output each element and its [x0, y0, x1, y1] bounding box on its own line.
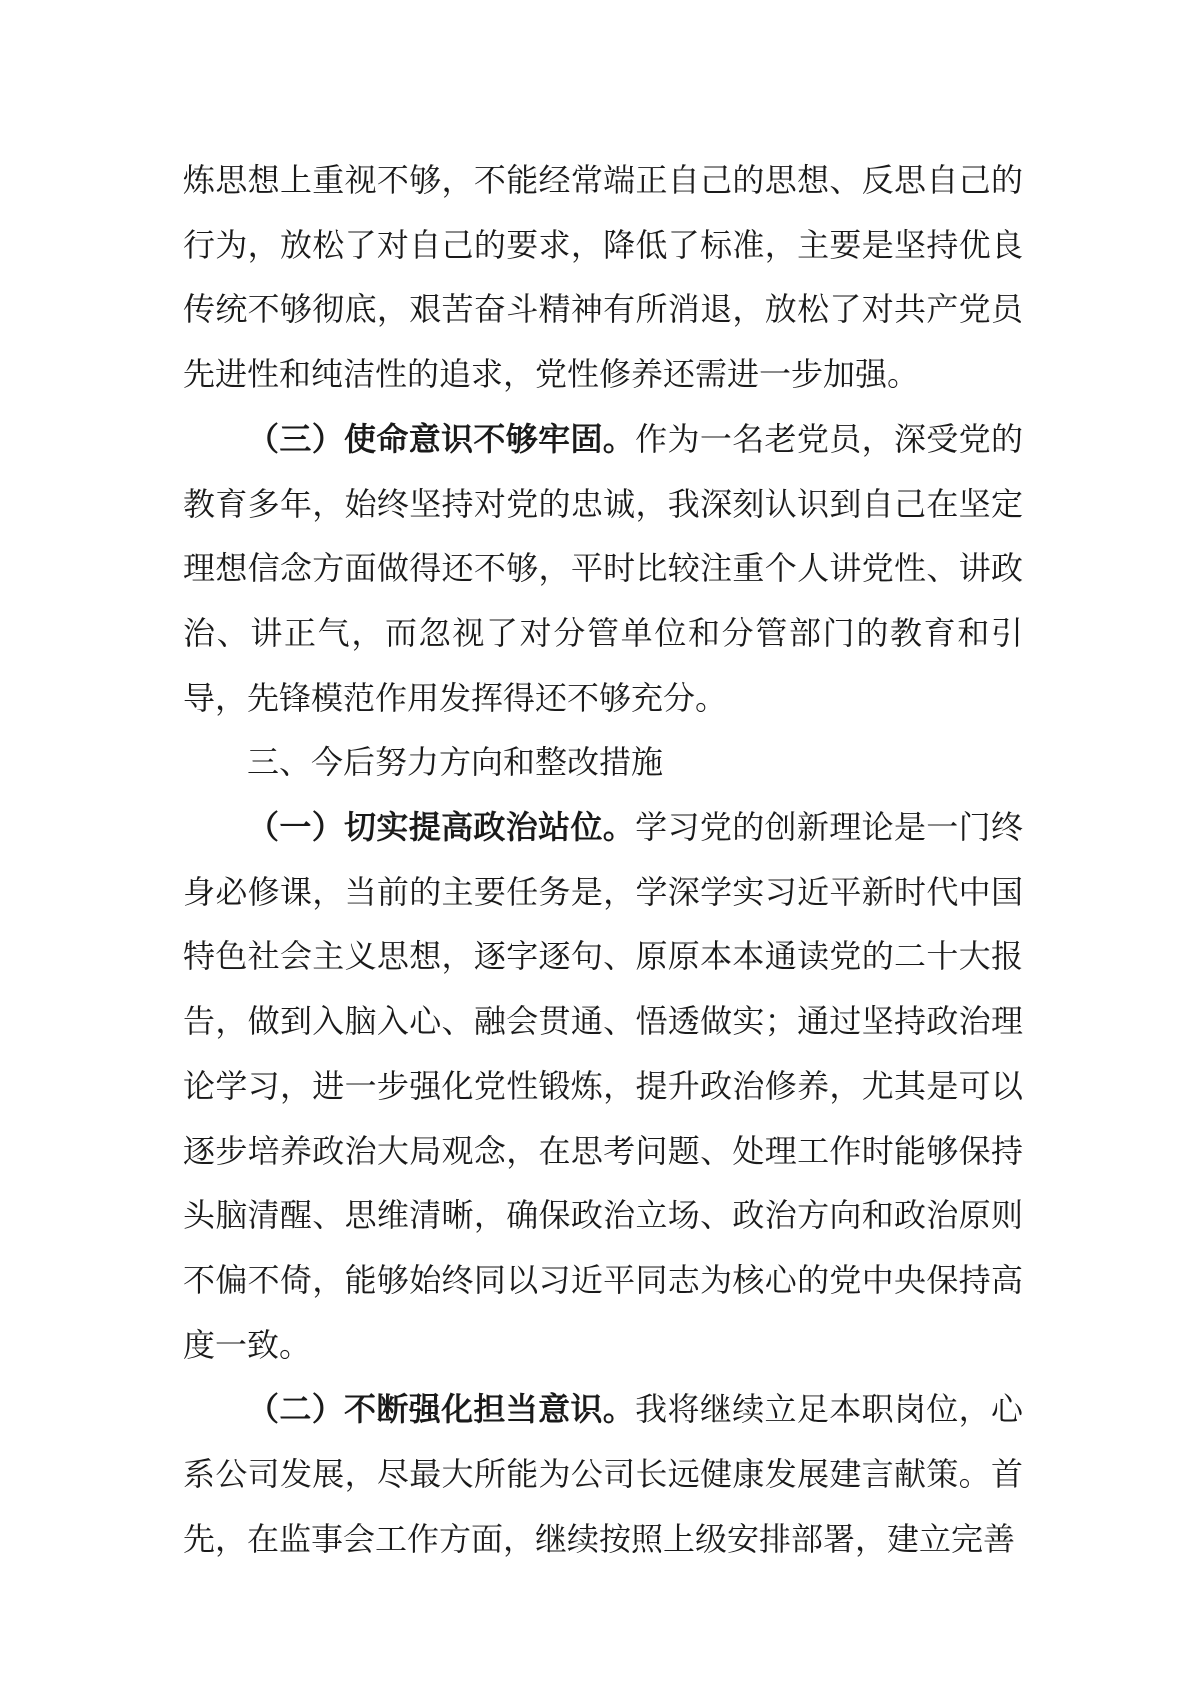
paragraph-heading: （三）使命意识不够牢固。 [247, 419, 636, 458]
paragraph-text: 我将继续立足本职岗位，心系公司发展，尽最大所能为公司长远健康发展建言献策。首先，在监事会工作方面，继续按照上级安排部署，建立完善 [183, 1390, 1023, 1558]
paragraph-heading: （二）不断强化担当意识。 [247, 1390, 636, 1429]
paragraph-political-standing [183, 795, 1023, 1377]
section-heading-text: 三、今后努力方向和整改措施 [247, 743, 664, 782]
paragraph-text: 炼思想上重视不够，不能经常端正自己的思想、反思自己的行为，放松了对自己的要求，降低了标准，主要是坚持优良传统不够彻底，艰苦奋斗精神有所消退，放松了对共产党员先进性和纯洁性的追求，党性修养还需进一步加强。 [183, 161, 1023, 394]
paragraph-responsibility [183, 1377, 1023, 1571]
paragraph-mission-awareness [183, 407, 1023, 731]
paragraph-text: 作为一名老党员，深受党的教育多年，始终坚持对党的忠诚，我深刻认识到自己在坚定理想信念方面做得还不够，平时比较注重个人讲党性、讲政治、讲正气，而忽视了对分管单位和分管部门的教育和引导，先锋模范作用发挥得还不够充分。 [183, 419, 1023, 717]
paragraph-heading: （一）切实提高政治站位。 [247, 808, 636, 847]
document-body [183, 148, 1023, 1571]
section-heading [183, 730, 1023, 795]
paragraph-text: 学习党的创新理论是一门终身必修课，当前的主要任务是，学深学实习近平新时代中国特色社会主义思想，逐字逐句、原原本本通读党的二十大报告，做到入脑入心、融会贯通、悟透做实；通过坚持政治理论学习，进一步强化党性锻炼，提升政治修养，尤其是可以逐步培养政治大局观念，在思考问题、处理工作时能够保持头脑清醒、思维清晰，确保政治立场、政治方向和政治原则不偏不倚，能够始终同以习近平同志为核心的党中央保持高度一致。 [183, 808, 1023, 1364]
paragraph-continuation [183, 148, 1023, 407]
